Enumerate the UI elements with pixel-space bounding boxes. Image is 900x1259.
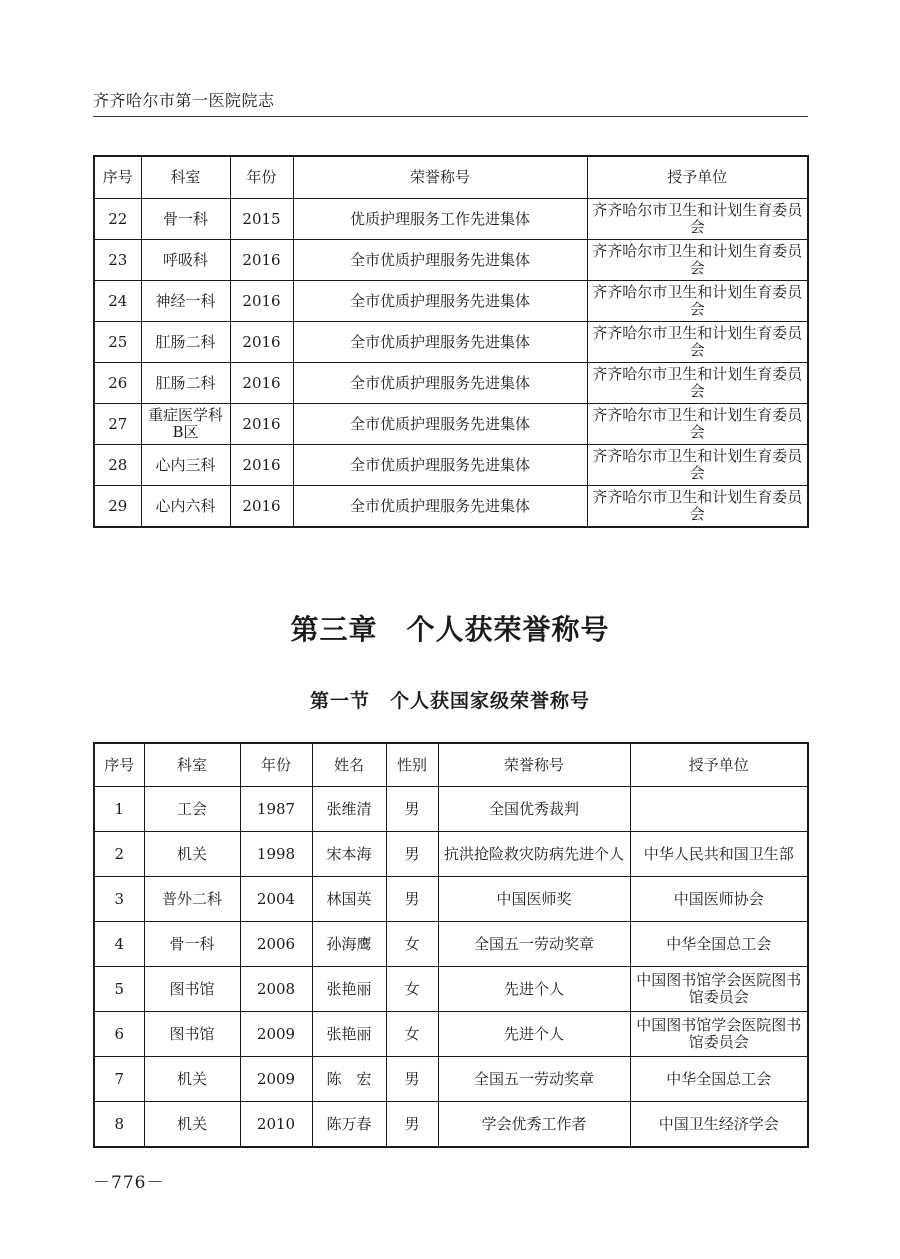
table-cell: 女 (386, 922, 438, 967)
table-cell: 齐齐哈尔市卫生和计划生育委员会 (587, 240, 808, 281)
table-cell: 27 (94, 404, 141, 445)
table-row (94, 832, 808, 877)
table-cell: 齐齐哈尔市卫生和计划生育委员会 (587, 486, 808, 528)
column-header: 序号 (94, 743, 144, 787)
table-header-row (94, 743, 808, 787)
table-row (94, 363, 808, 404)
table-cell: 2008 (240, 967, 312, 1012)
table-cell: 张艳丽 (312, 1012, 386, 1057)
table-cell: 学会优秀工作者 (438, 1102, 630, 1148)
table-cell: 机关 (144, 832, 240, 877)
table-cell: 男 (386, 877, 438, 922)
table-cell: 中国图书馆学会医院图书馆委员会 (630, 967, 808, 1012)
table-cell: 1998 (240, 832, 312, 877)
column-header: 授予单位 (587, 156, 808, 199)
table-cell: 男 (386, 832, 438, 877)
table-body (94, 787, 808, 1148)
table-cell: 2010 (240, 1102, 312, 1148)
table-row (94, 486, 808, 528)
table-cell: 中国卫生经济学会 (630, 1102, 808, 1148)
table-cell: 中华全国总工会 (630, 1057, 808, 1102)
table-cell: 1 (94, 787, 144, 832)
table-row (94, 281, 808, 322)
table-cell: 陈 宏 (312, 1057, 386, 1102)
table-cell: 齐齐哈尔市卫生和计划生育委员会 (587, 363, 808, 404)
table-row (94, 877, 808, 922)
table-row (94, 199, 808, 240)
section-title: 第一节 个人获国家级荣誉称号 (309, 690, 590, 712)
table-row (94, 922, 808, 967)
table-row (94, 1057, 808, 1102)
table-row (94, 404, 808, 445)
table-cell: 2016 (230, 363, 293, 404)
table-cell: 24 (94, 281, 141, 322)
table-cell: 齐齐哈尔市卫生和计划生育委员会 (587, 445, 808, 486)
table-cell: 机关 (144, 1057, 240, 1102)
table-cell: 抗洪抢险救灾防病先进个人 (438, 832, 630, 877)
table-cell: 全国优秀裁判 (438, 787, 630, 832)
table-cell: 2015 (230, 199, 293, 240)
table-cell: 张艳丽 (312, 967, 386, 1012)
table-cell: 孙海鹰 (312, 922, 386, 967)
table-cell: 齐齐哈尔市卫生和计划生育委员会 (587, 404, 808, 445)
table-cell: 机关 (144, 1102, 240, 1148)
table-row (94, 240, 808, 281)
table-cell: 全市优质护理服务先进集体 (293, 240, 587, 281)
table-cell: 29 (94, 486, 141, 528)
table-cell (630, 787, 808, 832)
table-cell: 女 (386, 1012, 438, 1057)
table-cell: 中华全国总工会 (630, 922, 808, 967)
table-cell: 图书馆 (144, 1012, 240, 1057)
table-cell: 全市优质护理服务先进集体 (293, 445, 587, 486)
table-row (94, 1012, 808, 1057)
table-cell: 全市优质护理服务先进集体 (293, 404, 587, 445)
chapter-title: 第三章 个人获荣誉称号 (290, 613, 610, 646)
table-cell: 2016 (230, 486, 293, 528)
table-row (94, 967, 808, 1012)
column-header: 姓名 (312, 743, 386, 787)
table-cell: 神经一科 (141, 281, 230, 322)
table-cell: 2016 (230, 240, 293, 281)
table-cell: 22 (94, 199, 141, 240)
table-cell: 2006 (240, 922, 312, 967)
collective-honors-table (93, 155, 809, 528)
table-cell: 肛肠二科 (141, 363, 230, 404)
table-cell: 图书馆 (144, 967, 240, 1012)
table-cell: 中国医师协会 (630, 877, 808, 922)
table-cell: 中华人民共和国卫生部 (630, 832, 808, 877)
table-cell: 齐齐哈尔市卫生和计划生育委员会 (587, 199, 808, 240)
table-cell: 28 (94, 445, 141, 486)
table-cell: 全市优质护理服务先进集体 (293, 281, 587, 322)
page-number: －776－ (93, 1173, 165, 1193)
column-header: 荣誉称号 (438, 743, 630, 787)
table-cell: 25 (94, 322, 141, 363)
table-cell: 宋本海 (312, 832, 386, 877)
table-cell: 男 (386, 787, 438, 832)
table-cell: 全市优质护理服务先进集体 (293, 486, 587, 528)
table-cell: 心内三科 (141, 445, 230, 486)
table-cell: 骨一科 (141, 199, 230, 240)
column-header: 科室 (141, 156, 230, 199)
table-cell: 先进个人 (438, 1012, 630, 1057)
table-cell: 2 (94, 832, 144, 877)
table-cell: 8 (94, 1102, 144, 1148)
table-cell: 女 (386, 967, 438, 1012)
table-cell: 2016 (230, 404, 293, 445)
table-row (94, 445, 808, 486)
table-cell: 23 (94, 240, 141, 281)
individual-honors-table (93, 742, 809, 1148)
table-cell: 7 (94, 1057, 144, 1102)
table-cell: 男 (386, 1057, 438, 1102)
table-cell: 2009 (240, 1057, 312, 1102)
table-cell: 2009 (240, 1012, 312, 1057)
running-title: 齐齐哈尔市第一医院院志 (93, 91, 275, 110)
header-divider (93, 116, 808, 117)
table-cell: 6 (94, 1012, 144, 1057)
column-header: 授予单位 (630, 743, 808, 787)
table-cell: 2016 (230, 445, 293, 486)
column-header: 荣誉称号 (293, 156, 587, 199)
table-body (94, 199, 808, 528)
table-cell: 全市优质护理服务先进集体 (293, 363, 587, 404)
table-cell: 工会 (144, 787, 240, 832)
table-row (94, 322, 808, 363)
table-cell: 全市优质护理服务先进集体 (293, 322, 587, 363)
table-cell: 3 (94, 877, 144, 922)
column-header: 序号 (94, 156, 141, 199)
column-header: 性别 (386, 743, 438, 787)
table-cell: 林国英 (312, 877, 386, 922)
table-cell: 2016 (230, 322, 293, 363)
table-cell: 心内六科 (141, 486, 230, 528)
table-cell: 陈万春 (312, 1102, 386, 1148)
table-cell: 优质护理服务工作先进集体 (293, 199, 587, 240)
table-cell: 中国医师奖 (438, 877, 630, 922)
table-cell: 全国五一劳动奖章 (438, 1057, 630, 1102)
table-cell: 1987 (240, 787, 312, 832)
table-cell: 骨一科 (144, 922, 240, 967)
table-cell: 张维清 (312, 787, 386, 832)
table-cell: 先进个人 (438, 967, 630, 1012)
table-cell: 4 (94, 922, 144, 967)
table-row (94, 1102, 808, 1148)
table-row (94, 787, 808, 832)
table-cell: 26 (94, 363, 141, 404)
table-cell: 肛肠二科 (141, 322, 230, 363)
table-cell: 全国五一劳动奖章 (438, 922, 630, 967)
table-cell: 男 (386, 1102, 438, 1148)
table-cell: 2016 (230, 281, 293, 322)
table-header-row (94, 156, 808, 199)
table-cell: 呼吸科 (141, 240, 230, 281)
column-header: 年份 (240, 743, 312, 787)
table-cell: 齐齐哈尔市卫生和计划生育委员会 (587, 322, 808, 363)
table-cell: 中国图书馆学会医院图书馆委员会 (630, 1012, 808, 1057)
column-header: 科室 (144, 743, 240, 787)
column-header: 年份 (230, 156, 293, 199)
table-cell: 5 (94, 967, 144, 1012)
table-cell: 重症医学科B区 (141, 404, 230, 445)
table-cell: 2004 (240, 877, 312, 922)
table-cell: 齐齐哈尔市卫生和计划生育委员会 (587, 281, 808, 322)
table-cell: 普外二科 (144, 877, 240, 922)
